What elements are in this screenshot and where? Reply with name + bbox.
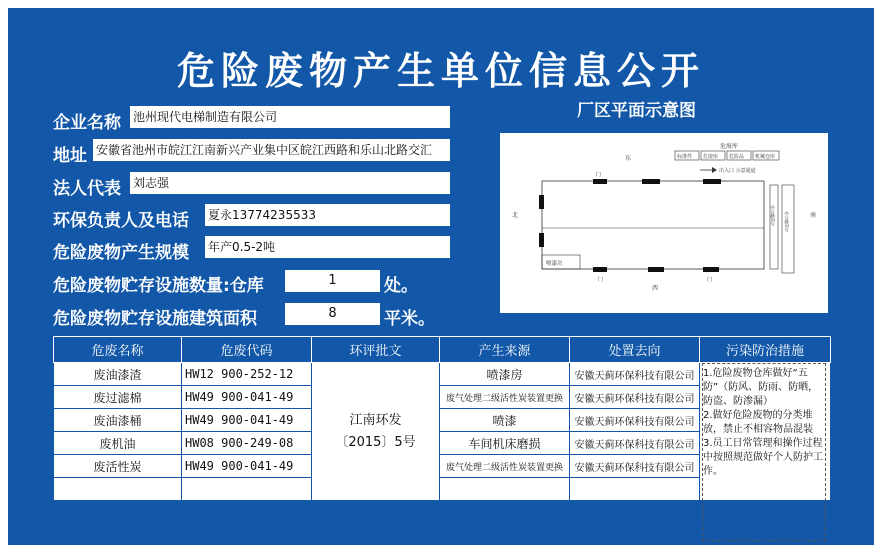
map-left-label: 北 — [512, 212, 519, 219]
map-title: 厂区平面示意图 — [577, 101, 696, 121]
header-source: 产生来源 — [440, 337, 570, 363]
map-workshop — [542, 181, 764, 269]
factory-map — [500, 133, 828, 313]
page-title: 危险废物产生单位信息公开 — [176, 49, 705, 93]
waste-code: HW12 900-252-12 — [182, 363, 312, 386]
waste-name: 废机油 — [54, 432, 182, 455]
map-door-label-3: 门 — [707, 277, 713, 283]
address-value: 安徽省池州市皖江江南新兴产业集中区皖江西路和乐山北路交汇 — [93, 139, 450, 161]
waste-source: 废气处理二级活性炭装置更换 — [440, 455, 570, 478]
waste-source: 喷漆 — [440, 409, 570, 432]
pollution-measures: 1.危险废物仓库做好“五防”（防风、防雨、防晒，防盗、防渗漏） 2.做好危险废物的分类堆放，禁止不相容物品混装 3.员工日常管理和操作过程中按照规范做好个人防护工作。 — [700, 363, 831, 501]
waste-source: 车间机床磨损 — [440, 432, 570, 455]
waste-destination: 安徽天蓟环保科技有限公司 — [570, 363, 700, 386]
map-entrance-label: 出入口 示意通道 — [719, 168, 756, 174]
header-approval: 环评批文 — [312, 337, 440, 363]
storage-area-unit: 平米。 — [384, 309, 435, 329]
storage-count-unit: 处。 — [384, 276, 418, 296]
company-label: 企业名称 — [53, 113, 121, 133]
waste-code: HW49 900-041-49 — [182, 455, 312, 478]
waste-destination: 安徽天蓟环保科技有限公司 — [570, 432, 700, 455]
measures-dashed-frame — [702, 363, 826, 541]
waste-name: 废过滤棉 — [54, 386, 182, 409]
waste-source: 喷漆房 — [440, 363, 570, 386]
storage-area-label: 危险废物贮存设施建筑面积 — [53, 309, 257, 329]
legal-rep-label: 法人代表 — [53, 179, 121, 199]
map-area-label-1: 标准件 — [677, 154, 693, 160]
storage-area-value: 8 — [285, 303, 380, 325]
env-contact-label: 环保负责人及电话 — [53, 211, 189, 231]
company-value: 池州现代电梯制造有限公司 — [130, 106, 450, 128]
map-east-label: 东 — [625, 155, 632, 162]
address-label: 地址 — [53, 146, 87, 166]
map-area-label-2: 危废库 — [703, 154, 719, 160]
waste-destination: 安徽天蓟环保科技有限公司 — [570, 409, 700, 432]
waste-name: 废油漆桶 — [54, 409, 182, 432]
header-code: 危废代码 — [182, 337, 312, 363]
map-area-boxes — [675, 151, 779, 160]
waste-code: HW49 900-041-49 — [182, 409, 312, 432]
map-door-label-1: 门 — [596, 172, 602, 178]
map-doors — [539, 179, 721, 272]
approval-doc: 江南环发 〔2015〕5号 — [312, 363, 440, 501]
waste-code: HW49 900-041-49 — [182, 386, 312, 409]
header-destination: 处置去向 — [570, 337, 700, 363]
map-door-label-2: 门 — [598, 277, 604, 283]
waste-name: 废活性炭 — [54, 455, 182, 478]
waste-name: 废油漆渣 — [54, 363, 182, 386]
scale-label: 危险废物产生规模 — [53, 243, 189, 263]
table-header-row — [54, 337, 831, 363]
env-contact-value: 夏永13774235533 — [205, 204, 450, 226]
storage-count-label: 危险废物贮存设施数量:仓库 — [53, 276, 264, 296]
scale-value: 年产0.5-2吨 — [205, 236, 450, 258]
map-bottom-label: 西 — [652, 285, 659, 292]
waste-code: HW08 900-249-08 — [182, 432, 312, 455]
waste-source: 废气处理二级活性炭装置更换 — [440, 386, 570, 409]
waste-destination: 安徽天蓟环保科技有限公司 — [570, 455, 700, 478]
map-area-label-4: 机械仓库 — [755, 154, 776, 160]
map-office-2: 办公楼2号 — [769, 205, 775, 226]
header-measures: 污染防治措施 — [700, 337, 831, 363]
map-area-label-3: 危险品 — [729, 154, 745, 160]
map-office-1: 办公楼1号 — [783, 211, 789, 232]
waste-destination: 安徽天蓟环保科技有限公司 — [570, 386, 700, 409]
header-name: 危废名称 — [54, 337, 182, 363]
map-right-label: 南 — [810, 212, 817, 219]
storage-count-value: 1 — [285, 270, 380, 292]
legal-rep-value: 刘志强 — [130, 172, 450, 194]
map-top-label: 危废库 — [720, 143, 739, 150]
map-paint-room: 喷漆房 — [546, 261, 563, 267]
